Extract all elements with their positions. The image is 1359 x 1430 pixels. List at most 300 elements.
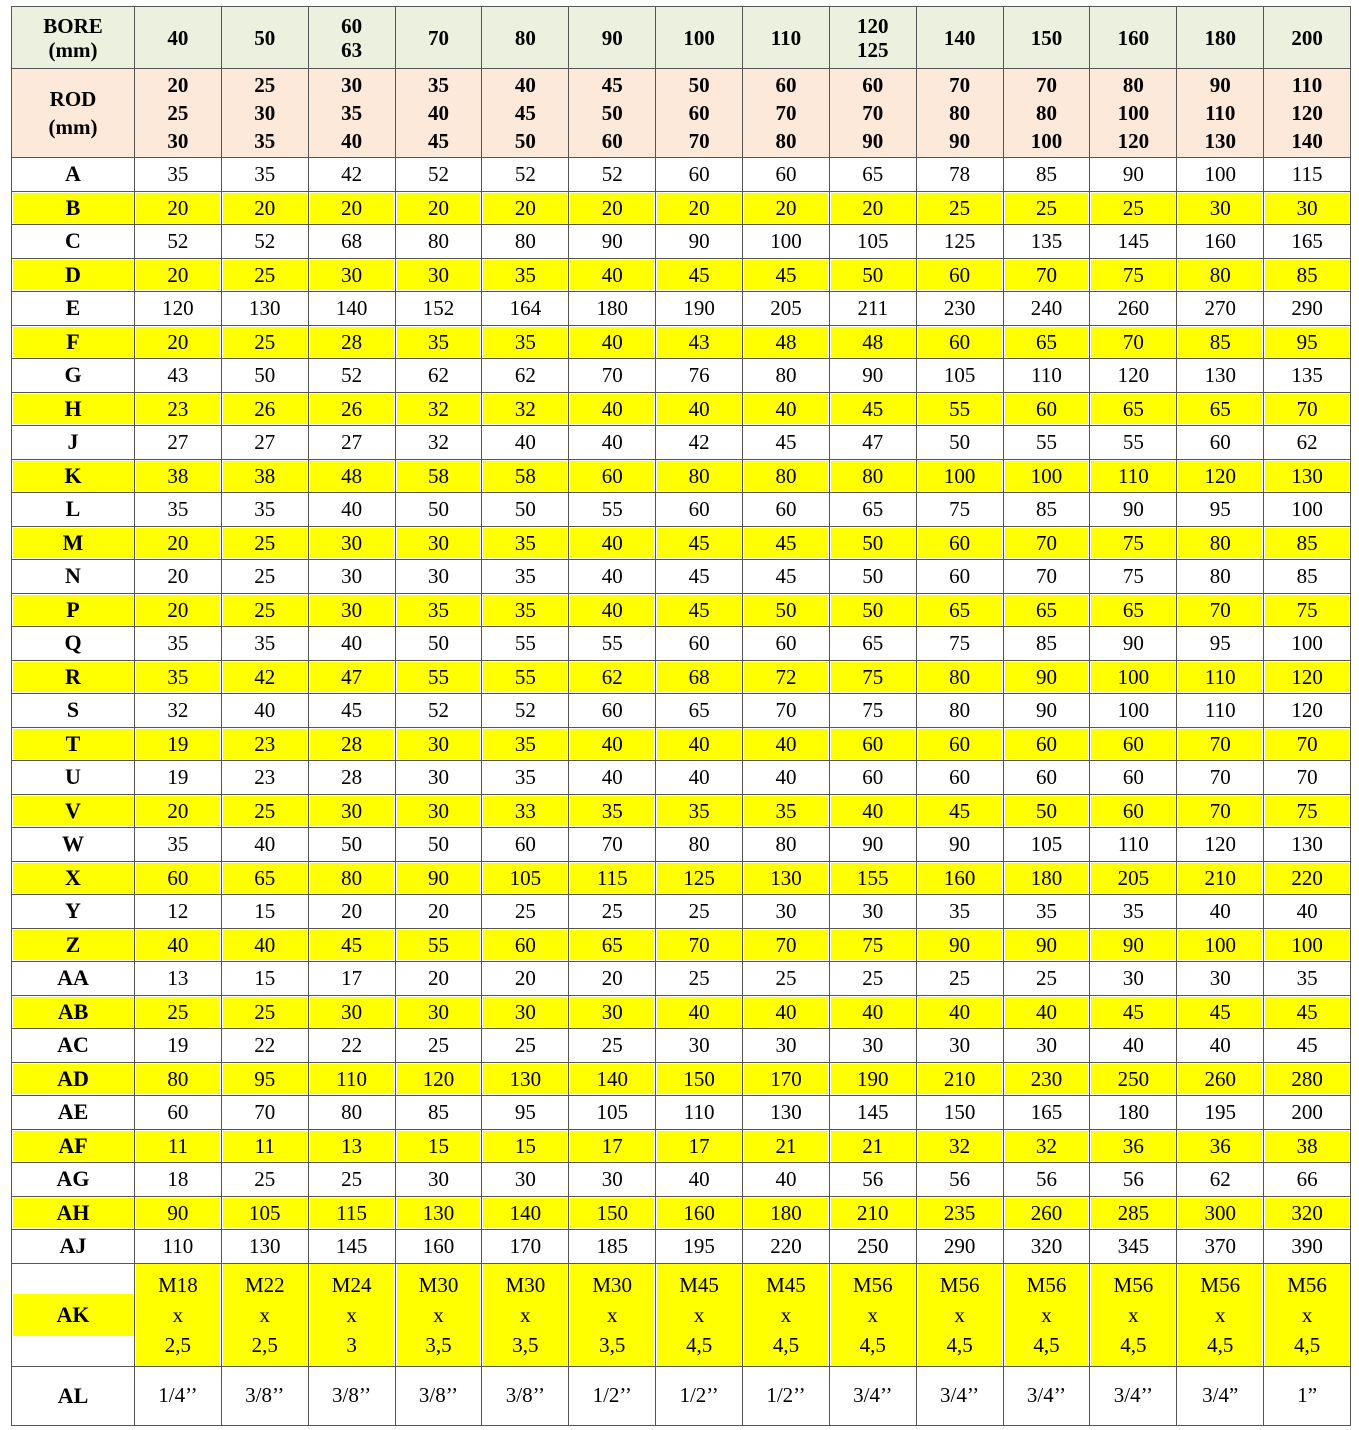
cell-value: 65 [570,930,654,960]
table-cell: 35 [916,895,1003,929]
cell-value: 30 [310,796,394,826]
table-cell [916,593,1003,627]
table-cell: 140 [308,292,395,326]
cell-value: 155 [831,863,915,893]
table-cell [135,258,222,292]
table-cell [656,727,743,761]
table-cell: 28 [308,761,395,795]
table-cell: 165 [1003,1096,1090,1130]
rod-value: 35 40 45 [395,69,482,158]
row-label-text: P [13,595,133,625]
table-cell: 50 [395,828,482,862]
table-cell: 110 [1177,694,1264,728]
cell-value: 43 [657,327,741,357]
cell-value: 20 [136,796,220,826]
cell-value: 65 [1178,394,1262,424]
row-label [12,258,135,292]
table-cell [569,660,656,694]
table-cell: 60 [1090,761,1177,795]
row-label [12,1263,135,1366]
table-cell [308,1062,395,1096]
cell-value: 70 [1178,595,1262,625]
row-label: S [12,694,135,728]
table-cell [569,794,656,828]
cell-value: 50 [744,595,828,625]
table-cell [656,1062,743,1096]
table-cell: 230 [916,292,1003,326]
table-cell [829,660,916,694]
table-cell: 42 [308,158,395,192]
table-row [12,191,1351,225]
cell-value: 25 [918,193,1002,223]
cell-value: 33 [483,796,567,826]
table-cell: 20 [395,962,482,996]
table-cell: 25 [221,1163,308,1197]
cell-value: 38 [223,461,307,491]
row-label [12,526,135,560]
cell-value: 75 [1265,796,1349,826]
table-row [12,627,1351,661]
table-cell [135,660,222,694]
table-cell: 70 [569,359,656,393]
table-cell [395,928,482,962]
table-cell [1177,325,1264,359]
table-cell: 152 [395,292,482,326]
table-cell [1090,526,1177,560]
table-cell: 240 [1003,292,1090,326]
table-row [12,995,1351,1029]
cell-value: 140 [483,1198,567,1228]
table-cell: 105 [916,359,1003,393]
cell-value: 50 [1005,796,1089,826]
table-cell [482,1129,569,1163]
table-cell: 55 [1090,426,1177,460]
table-cell: 50 [829,560,916,594]
cell-value: 85 [1265,260,1349,290]
table-cell: 30 [1003,1029,1090,1063]
table-cell: 260 [1090,292,1177,326]
row-label [12,727,135,761]
table-cell [1177,1196,1264,1230]
table-cell [1177,593,1264,627]
cell-value: 40 [831,997,915,1027]
cell-value: 58 [397,461,481,491]
table-row [12,761,1351,795]
table-cell [395,325,482,359]
table-cell: 15 [221,895,308,929]
table-cell: 52 [308,359,395,393]
cell-value: 100 [1091,662,1175,692]
cell-value: 40 [570,394,654,424]
table-cell: 22 [221,1029,308,1063]
cell-value: 260 [1005,1198,1089,1228]
cell-value: 30 [483,997,567,1027]
table-cell: 30 [1090,962,1177,996]
table-cell: 145 [829,1096,916,1130]
cell-value: 100 [1005,461,1089,491]
cell-value: 25 [1091,193,1175,223]
table-cell: 45 [1264,1029,1351,1063]
cell-value: 65 [223,863,307,893]
table-cell: 18 [135,1163,222,1197]
table-cell [656,1263,743,1366]
table-cell [1090,459,1177,493]
table-row [12,1062,1351,1096]
table-cell [829,861,916,895]
cell-value: 60 [1091,729,1175,759]
rod-value: 45 50 60 [569,69,656,158]
row-label [12,794,135,828]
table-cell [829,1196,916,1230]
table-cell: 25 [482,895,569,929]
table-cell: 60 [656,493,743,527]
cell-value: 30 [397,260,481,290]
table-cell [1264,995,1351,1029]
table-cell [569,258,656,292]
table-cell [395,861,482,895]
table-cell: 3/8’’ [482,1366,569,1425]
table-cell: 90 [1090,493,1177,527]
table-cell: 90 [829,828,916,862]
cell-value: M56 x 4,5 [1265,1264,1349,1366]
cell-value: 30 [397,729,481,759]
table-cell: 62 [482,359,569,393]
table-cell [1264,1196,1351,1230]
cell-value: 320 [1265,1198,1349,1228]
table-cell [829,526,916,560]
cell-value: 230 [1005,1064,1089,1094]
cell-value: 32 [1005,1131,1089,1161]
table-cell: 1/2’’ [569,1366,656,1425]
row-label: AA [12,962,135,996]
table-cell: 100 [1264,493,1351,527]
table-cell [1264,191,1351,225]
cell-value: 45 [744,260,828,290]
row-label-text: B [13,193,133,223]
table-row [12,325,1351,359]
cell-value: 20 [136,260,220,290]
table-cell: 75 [829,694,916,728]
table-cell: 80 [1177,560,1264,594]
cell-value: 235 [918,1198,1002,1228]
bore-value: 110 [743,7,830,69]
row-label-text: T [13,729,133,759]
table-cell [1177,526,1264,560]
cell-value: 25 [223,595,307,625]
table-cell: 80 [743,359,830,393]
table-cell [743,1062,830,1096]
cell-value: 20 [223,193,307,223]
cell-value: 180 [1005,863,1089,893]
table-cell [135,995,222,1029]
table-cell: 75 [916,627,1003,661]
table-cell [395,1062,482,1096]
table-cell: 150 [916,1096,1003,1130]
table-cell: 45 [656,560,743,594]
cell-value: 160 [657,1198,741,1228]
table-cell: 32 [135,694,222,728]
cell-value: 65 [1005,327,1089,357]
cell-value: 70 [657,930,741,960]
table-cell: 130 [221,292,308,326]
table-cell: 47 [829,426,916,460]
table-row [12,560,1351,594]
table-row [12,258,1351,292]
table-cell: 345 [1090,1230,1177,1264]
cell-value: 13 [310,1131,394,1161]
table-cell: 23 [221,761,308,795]
cell-value: 45 [744,528,828,558]
table-cell [829,794,916,828]
ak-row [12,1263,1351,1366]
table-cell [221,526,308,560]
cell-value: 48 [744,327,828,357]
table-cell: 78 [916,158,1003,192]
table-cell: 25 [656,962,743,996]
table-cell [743,392,830,426]
row-label: AL [12,1366,135,1425]
row-label-text: AF [13,1131,133,1161]
table-cell: 65 [829,158,916,192]
table-cell [743,794,830,828]
bore-value: 90 [569,7,656,69]
table-cell [569,191,656,225]
table-cell [1264,861,1351,895]
table-cell: 85 [1003,158,1090,192]
table-cell: 250 [829,1230,916,1264]
cell-value: 40 [657,394,741,424]
cell-value: 32 [483,394,567,424]
cell-value: 250 [1091,1064,1175,1094]
table-cell: 50 [916,426,1003,460]
table-cell: 35 [135,627,222,661]
table-row [12,895,1351,929]
table-cell: 25 [829,962,916,996]
table-cell [656,660,743,694]
bore-value: 150 [1003,7,1090,69]
table-row [12,426,1351,460]
table-cell [829,727,916,761]
table-cell [482,459,569,493]
table-cell [1090,794,1177,828]
cell-value: 40 [570,528,654,558]
table-cell: 27 [308,426,395,460]
table-cell: 165 [1264,225,1351,259]
table-cell: 30 [395,761,482,795]
table-cell [916,1196,1003,1230]
table-cell [916,861,1003,895]
table-cell: 55 [569,493,656,527]
cell-value: 20 [136,193,220,223]
table-cell: 50 [221,359,308,393]
cell-value: 45 [657,595,741,625]
table-cell [916,191,1003,225]
cell-value: M22 x 2,5 [223,1264,307,1366]
table-cell: 30 [395,560,482,594]
table-cell [569,995,656,1029]
table-cell [135,1129,222,1163]
table-cell: 40 [308,627,395,661]
table-cell: 195 [656,1230,743,1264]
table-cell [569,459,656,493]
table-row [12,493,1351,527]
table-cell: 60 [916,761,1003,795]
cell-value: 30 [310,595,394,625]
row-label-text: AD [13,1064,133,1094]
table-cell [1177,1129,1264,1163]
cell-value: M18 x 2,5 [136,1264,220,1366]
table-cell [743,258,830,292]
table-cell: 35 [482,560,569,594]
table-body [12,7,1351,1426]
table-cell [135,794,222,828]
table-cell [569,1196,656,1230]
cell-value: 55 [483,662,567,692]
cell-value: 60 [483,930,567,960]
table-cell: 50 [308,828,395,862]
rod-value: 70 80 100 [1003,69,1090,158]
table-cell: 30 [308,560,395,594]
cell-value: 105 [483,863,567,893]
table-cell [221,794,308,828]
table-cell: 25 [308,1163,395,1197]
table-cell: 35 [1003,895,1090,929]
row-label: AJ [12,1230,135,1264]
table-row [12,1029,1351,1063]
cell-value: 65 [918,595,1002,625]
cell-value: 40 [136,930,220,960]
cell-value: 35 [483,327,567,357]
table-cell [135,325,222,359]
table-cell [743,1263,830,1366]
table-cell [1090,727,1177,761]
cell-value: 90 [1091,930,1175,960]
table-cell [743,660,830,694]
table-cell: 40 [656,1163,743,1197]
table-cell [221,928,308,962]
table-cell [743,1196,830,1230]
table-cell [1090,325,1177,359]
cell-value: 50 [831,528,915,558]
rod-label: ROD (mm) [12,69,135,158]
cell-value: 45 [657,528,741,558]
table-cell [395,660,482,694]
table-cell: 105 [829,225,916,259]
table-cell: 20 [482,962,569,996]
cell-value: 45 [1178,997,1262,1027]
cell-value: 36 [1178,1131,1262,1161]
cell-value: 90 [1005,662,1089,692]
table-cell: 25 [656,895,743,929]
table-cell [743,727,830,761]
cell-value: 40 [223,930,307,960]
row-label [12,660,135,694]
table-cell: 100 [1090,694,1177,728]
table-cell: 120 [135,292,222,326]
cell-value: 62 [570,662,654,692]
table-cell: 60 [1003,761,1090,795]
table-cell: 25 [221,560,308,594]
table-cell [916,258,1003,292]
cell-value: 85 [1265,528,1349,558]
row-label: Q [12,627,135,661]
cell-value: 120 [1265,662,1349,692]
cell-value: 300 [1178,1198,1262,1228]
table-cell [308,459,395,493]
table-cell: 60 [482,828,569,862]
cell-value: 75 [831,930,915,960]
table-cell [221,325,308,359]
cell-value: 30 [310,997,394,1027]
table-cell: 30 [569,1163,656,1197]
cell-value: M30 x 3,5 [483,1264,567,1366]
cell-value: 105 [223,1198,307,1228]
table-cell [656,258,743,292]
table-cell [135,1062,222,1096]
bore-value: 60 63 [308,7,395,69]
rod-value: 60 70 90 [829,69,916,158]
table-cell: 3/4’’ [829,1366,916,1425]
table-cell: 80 [308,1096,395,1130]
cell-value: 25 [223,260,307,290]
table-cell: 30 [743,895,830,929]
cell-value: 80 [1178,260,1262,290]
table-cell: 65 [829,493,916,527]
table-cell [1090,191,1177,225]
table-cell [1264,526,1351,560]
table-cell [308,861,395,895]
table-cell: 60 [916,560,1003,594]
cell-value: 45 [1091,997,1175,1027]
table-cell [656,191,743,225]
cell-value: 70 [1265,729,1349,759]
cell-value: 70 [1265,394,1349,424]
table-row [12,1129,1351,1163]
cell-value: 60 [1005,729,1089,759]
cell-value: 15 [483,1131,567,1161]
table-cell: 3/4’’ [1090,1366,1177,1425]
table-cell [743,191,830,225]
table-cell: 52 [395,694,482,728]
row-label-text: D [13,260,133,290]
table-cell [916,459,1003,493]
table-cell: 110 [1090,828,1177,862]
cell-value: 70 [1178,729,1262,759]
table-cell [135,392,222,426]
cell-value: 26 [310,394,394,424]
table-cell [743,995,830,1029]
table-cell: 30 [1177,962,1264,996]
cell-value: 60 [918,327,1002,357]
table-cell [743,861,830,895]
table-cell [1090,392,1177,426]
table-cell: 35 [1090,895,1177,929]
cell-value: 170 [744,1064,828,1094]
table-cell: 20 [308,895,395,929]
table-cell: 130 [743,1096,830,1130]
table-cell [829,928,916,962]
table-cell [221,258,308,292]
table-cell: 90 [1090,627,1177,661]
table-row [12,359,1351,393]
table-cell [656,861,743,895]
cell-value: 50 [831,260,915,290]
table-row [12,694,1351,728]
rod-value: 110 120 140 [1264,69,1351,158]
row-label: L [12,493,135,527]
table-row [12,794,1351,828]
cell-value: 26 [223,394,307,424]
